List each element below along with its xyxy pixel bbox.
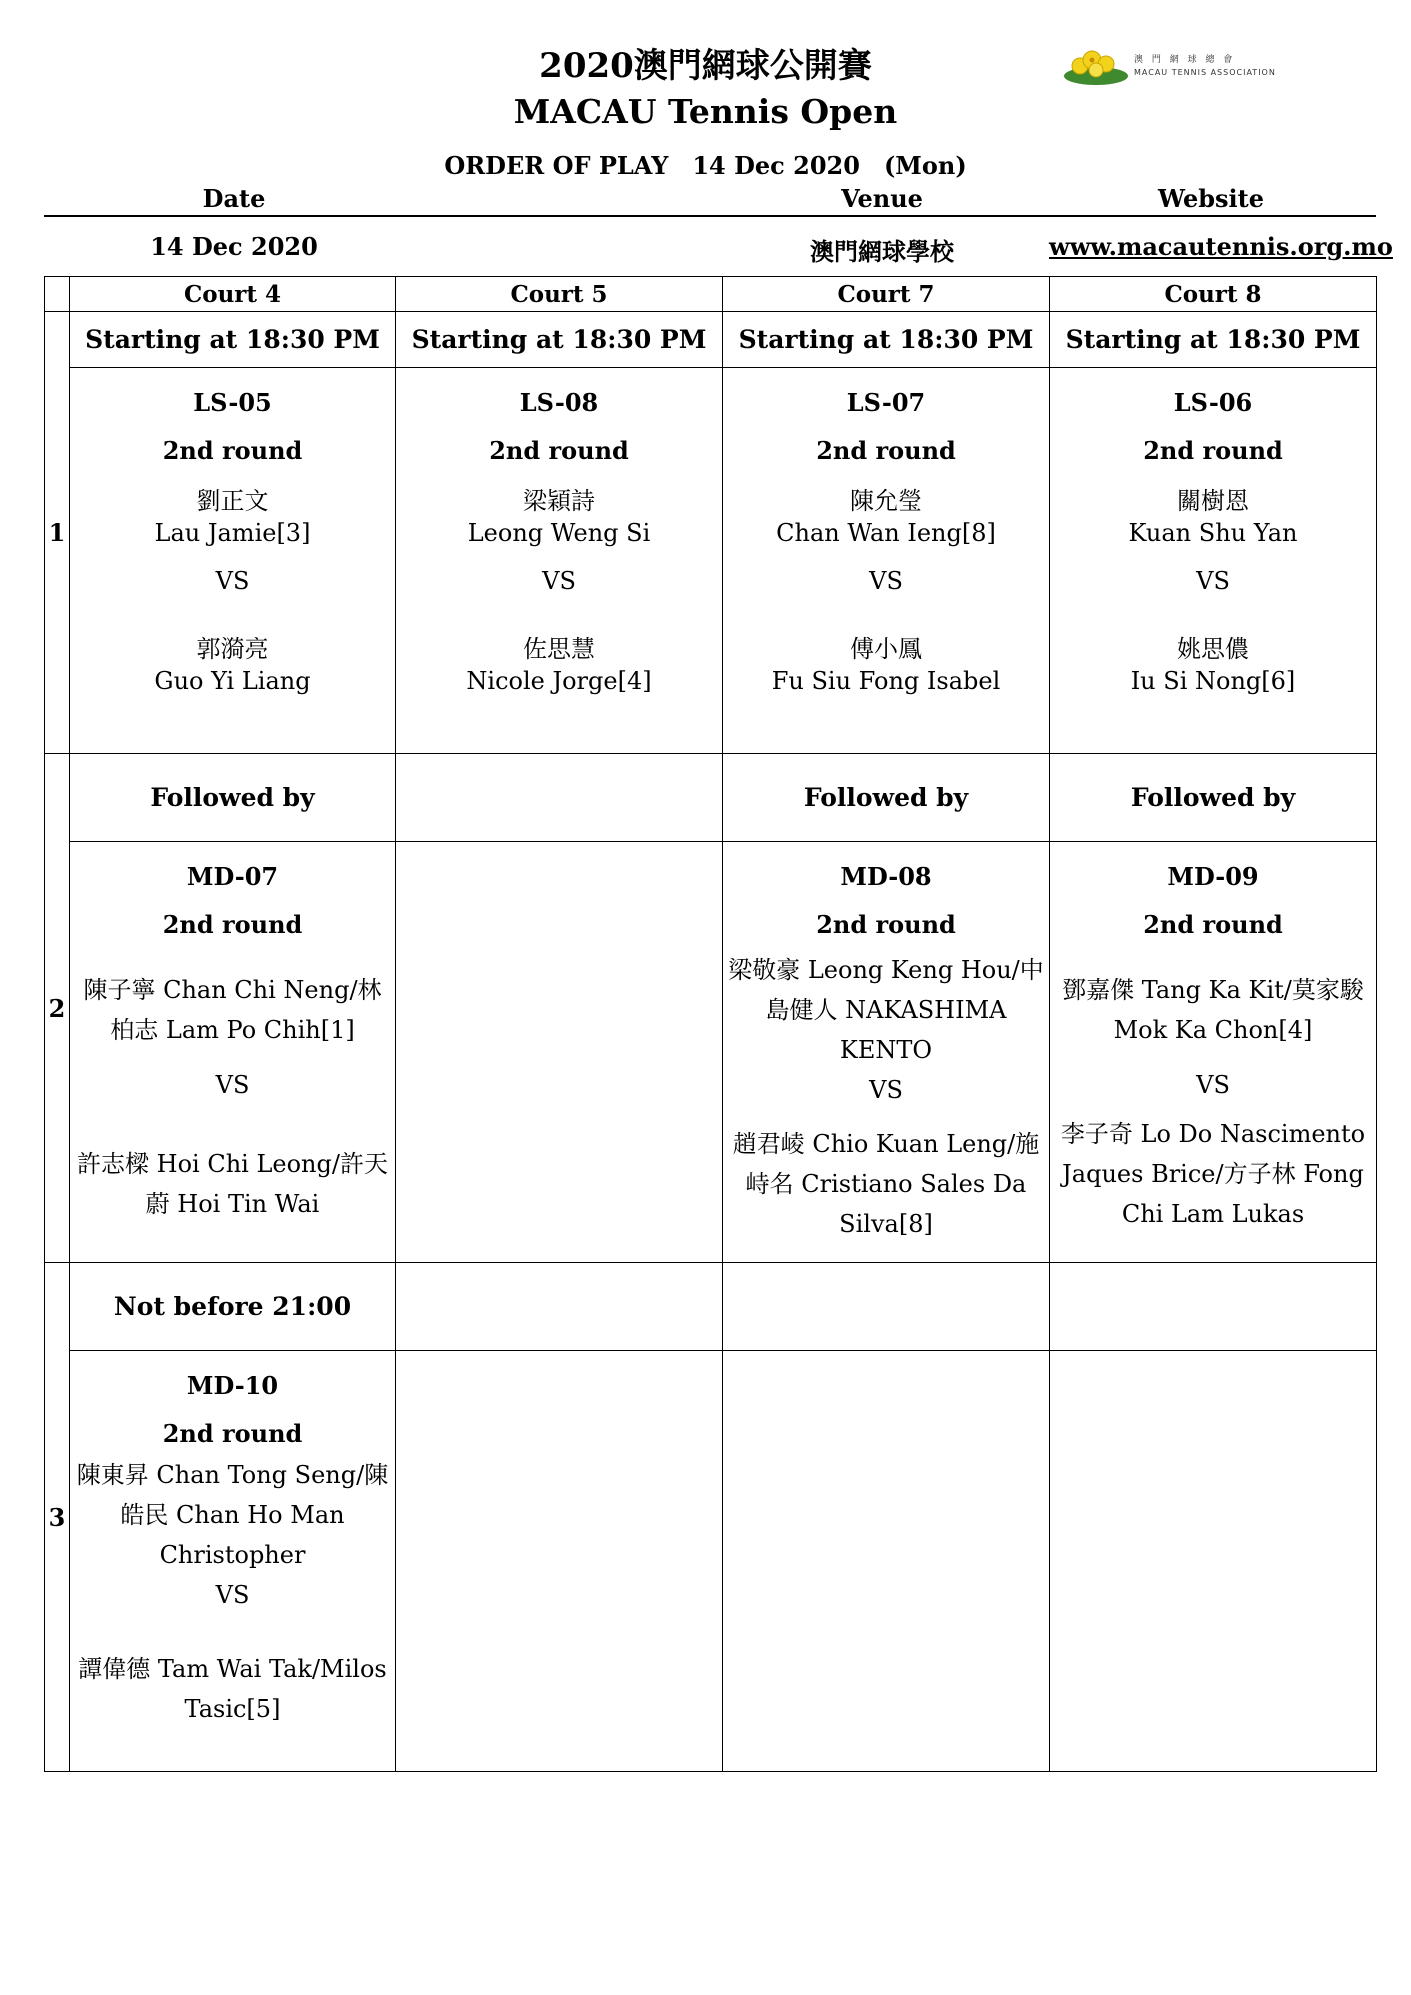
versus-label: VS — [869, 567, 903, 595]
row-number: 2 — [45, 754, 70, 1263]
match-cell — [1050, 842, 1377, 1263]
player-2-english: Iu Si Nong[6] — [1130, 667, 1296, 695]
player-1-english: Leong Weng Si — [467, 519, 651, 547]
match-code: LS-07 — [846, 388, 926, 417]
venue-value: 澳門網球學校 — [810, 237, 954, 266]
match-row-2 — [45, 842, 1377, 1263]
empty-match-cell — [396, 842, 723, 1263]
empty-note — [1050, 1263, 1377, 1351]
match-cell — [1050, 368, 1377, 754]
versus-label: VS — [1196, 1071, 1230, 1099]
team-1: 梁敬豪 Leong Keng Hou/中島健人 NAKASHIMA KENTO — [728, 956, 1044, 1064]
row-number: 3 — [45, 1263, 70, 1772]
court-header: Court 5 — [396, 277, 723, 312]
not-before-note: Not before 21:00 — [70, 1263, 396, 1351]
macau-tennis-association-logo — [1062, 46, 1322, 86]
order-of-play-table — [44, 276, 1377, 1772]
empty-note — [723, 1263, 1050, 1351]
match-code: MD-07 — [186, 862, 279, 891]
match-row-3 — [45, 1351, 1377, 1772]
match-cell — [723, 368, 1050, 754]
team-1: 鄧嘉傑 Tang Ka Kit/莫家駿 Mok Ka Chon[4] — [1062, 976, 1364, 1044]
team-2: 許志樑 Hoi Chi Leong/許天蔚 Hoi Tin Wai — [77, 1150, 388, 1218]
versus-label: VS — [1196, 567, 1230, 595]
logo-text-english: MACAU TENNIS ASSOCIATION — [1134, 68, 1276, 77]
player-1-english: Lau Jamie[3] — [154, 519, 311, 547]
player-1-english: Kuan Shu Yan — [1128, 519, 1298, 547]
match-code: LS-05 — [193, 388, 272, 417]
note-row-2 — [45, 754, 1377, 842]
team-1: 陳東昇 Chan Tong Seng/陳皓民 Chan Ho Man Christopher — [76, 1461, 389, 1569]
match-cell — [723, 842, 1050, 1263]
court-header: Court 8 — [1050, 277, 1377, 312]
player-1-chinese: 梁穎詩 — [523, 487, 595, 515]
player-2-chinese: 姚思儂 — [1177, 635, 1249, 663]
match-cell — [70, 842, 396, 1263]
versus-label: VS — [869, 1076, 903, 1104]
match-round: 2nd round — [162, 436, 303, 465]
player-2-chinese: 郭漪亮 — [196, 635, 269, 663]
team-2: 李子奇 Lo Do Nascimento Jaques Brice/方子林 Fong Chi Lam Lukas — [1060, 1120, 1366, 1228]
match-cell — [396, 368, 723, 754]
player-1-chinese: 關樹恩 — [1177, 487, 1249, 515]
versus-label: VS — [542, 567, 576, 595]
empty-note — [396, 754, 723, 842]
match-row-1 — [45, 368, 1377, 754]
versus-label: VS — [215, 1071, 250, 1099]
court-header: Court 4 — [70, 277, 396, 312]
player-2-english: Fu Siu Fong Isabel — [771, 667, 1001, 695]
match-round: 2nd round — [162, 910, 303, 939]
match-round: 2nd round — [489, 436, 629, 465]
court-header: Court 7 — [723, 277, 1050, 312]
match-round: 2nd round — [816, 910, 956, 939]
row-number: 1 — [45, 312, 70, 754]
empty-match-cell — [396, 1351, 723, 1772]
match-round: 2nd round — [1143, 436, 1283, 465]
versus-label: VS — [215, 567, 250, 595]
player-2-chinese: 傅小鳳 — [850, 635, 922, 663]
start-time: Starting at 18:30 PM — [723, 312, 1050, 368]
venue-label: Venue — [841, 184, 923, 213]
versus-label: VS — [215, 1581, 250, 1609]
match-code: LS-06 — [1173, 388, 1253, 417]
start-time-row — [45, 312, 1377, 368]
match-round: 2nd round — [1143, 910, 1283, 939]
team-2: 趙君崚 Chio Kuan Leng/施峙名 Cristiano Sales Da Silva[8] — [732, 1130, 1040, 1238]
player-1-chinese: 陳允瑩 — [850, 487, 922, 515]
start-time: Starting at 18:30 PM — [1050, 312, 1377, 368]
start-time: Starting at 18:30 PM — [396, 312, 723, 368]
logo-text-chinese: 澳 門 網 球 總 會 — [1134, 55, 1236, 65]
date-label: Date — [202, 184, 266, 213]
note-row-3 — [45, 1263, 1377, 1351]
match-code: MD-09 — [1167, 862, 1259, 891]
match-code: MD-08 — [840, 862, 932, 891]
match-cell — [70, 1351, 396, 1772]
match-round: 2nd round — [816, 436, 956, 465]
empty-match-cell — [723, 1351, 1050, 1772]
match-code: MD-10 — [186, 1371, 279, 1400]
match-round: 2nd round — [162, 1419, 303, 1448]
match-code: LS-08 — [519, 388, 599, 417]
flower-logo-icon — [1062, 46, 1130, 86]
followed-by-note: Followed by — [70, 754, 396, 842]
title-chinese: 2020澳門網球公開賽 — [539, 46, 872, 86]
court-header-row — [45, 277, 1377, 312]
player-1-chinese: 劉正文 — [196, 487, 269, 515]
match-cell — [70, 368, 396, 754]
team-2: 譚偉德 Tam Wai Tak/Milos Tasic[5] — [78, 1655, 387, 1723]
empty-note — [396, 1263, 723, 1351]
website-label: Website — [1157, 184, 1265, 213]
player-2-english: Nicole Jorge[4] — [466, 667, 652, 695]
followed-by-note: Followed by — [1050, 754, 1377, 842]
followed-by-note: Followed by — [723, 754, 1050, 842]
header-divider — [44, 215, 1376, 217]
website-link[interactable]: www.macautennis.org.mo — [1049, 232, 1393, 261]
start-time: Starting at 18:30 PM — [70, 312, 396, 368]
empty-match-cell — [1050, 1351, 1377, 1772]
team-1: 陳子寧 Chan Chi Neng/林柏志 Lam Po Chih[1] — [83, 976, 382, 1044]
player-1-english: Chan Wan Ieng[8] — [776, 519, 996, 547]
date-value: 14 Dec 2020 — [150, 232, 318, 261]
player-2-english: Guo Yi Liang — [154, 667, 311, 695]
corner-cell — [45, 277, 70, 312]
title-english: MACAU Tennis Open — [513, 92, 898, 131]
order-of-play-subtitle: ORDER OF PLAY 14 Dec 2020 (Mon) — [444, 151, 967, 180]
player-2-chinese: 佐思慧 — [523, 635, 595, 663]
